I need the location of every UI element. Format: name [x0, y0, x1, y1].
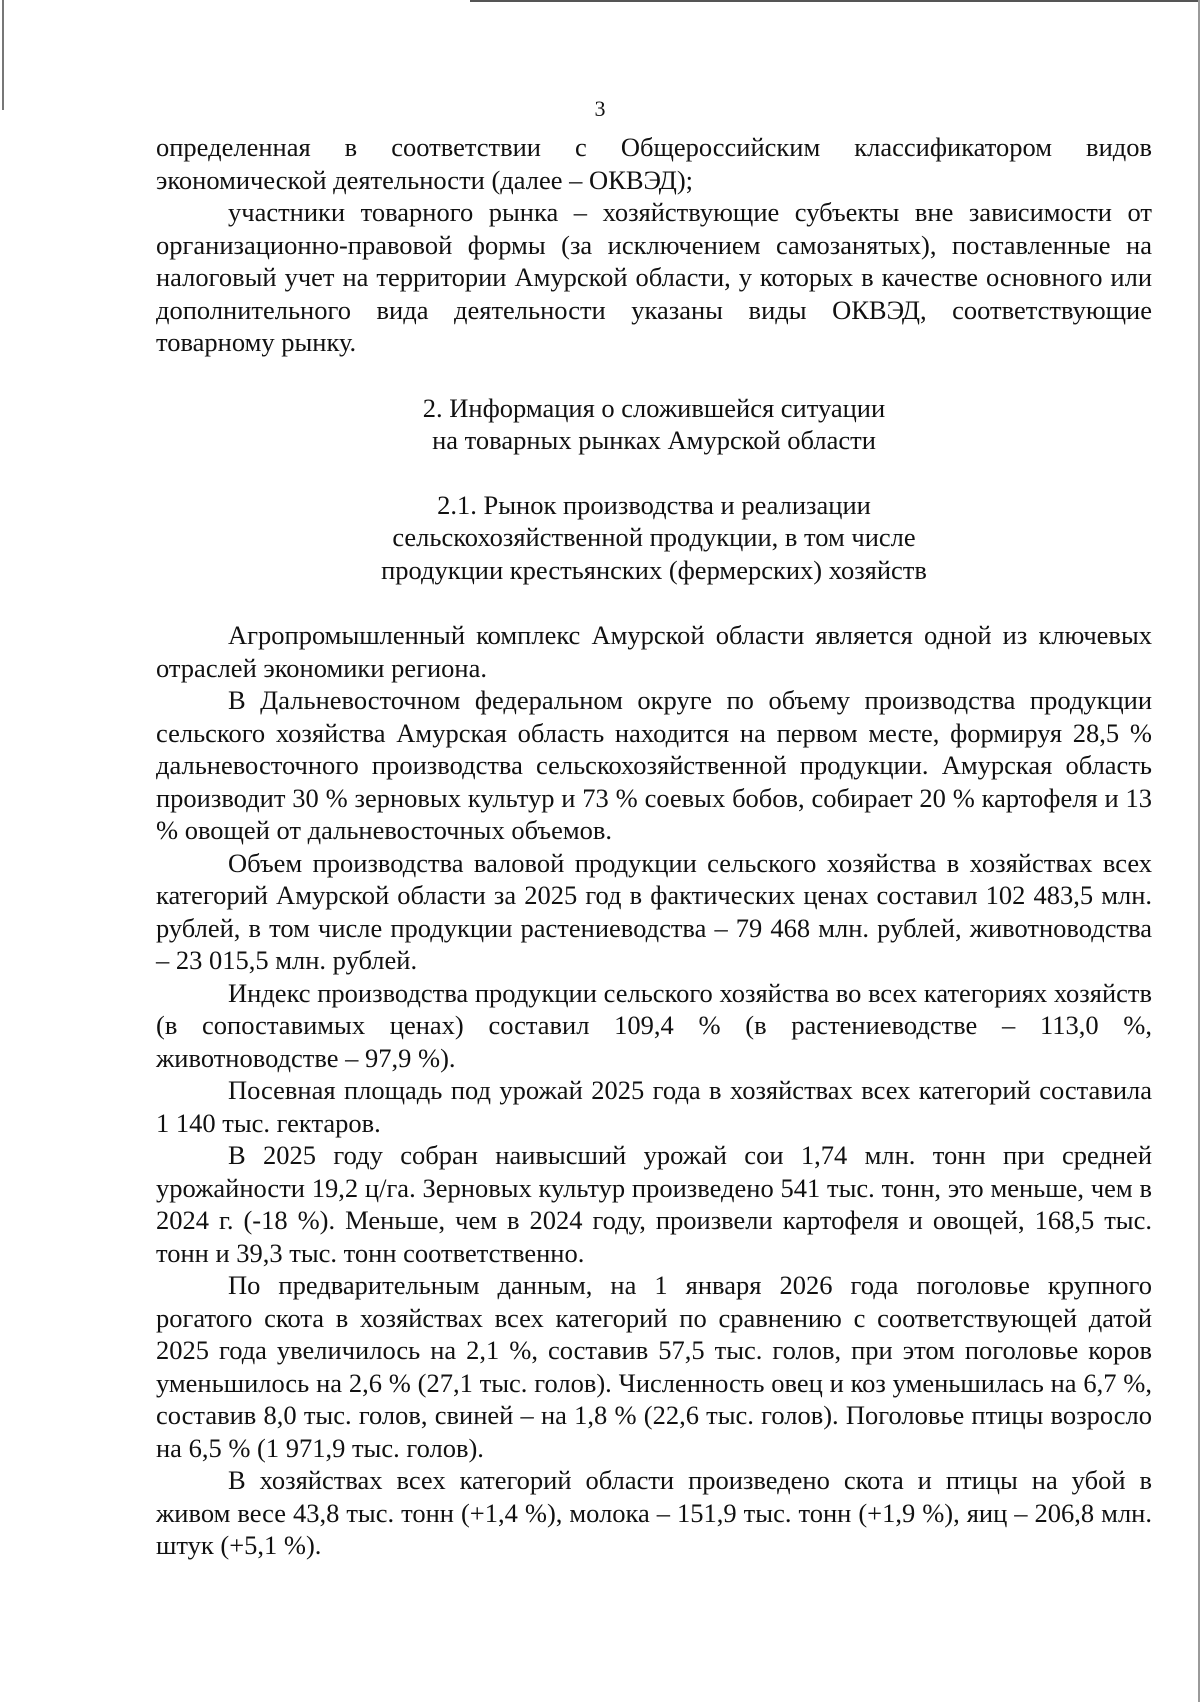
subsection-heading-line-3: продукции крестьянских (фермерских) хозяйств — [381, 554, 927, 585]
paragraph-production-index: Индекс производства продукции сельского хозяйства во всех категориях хозяйств (в сопоставимых ценах) составил 109,4 % (в растениеводстве – 113,0 %, животноводстве – 97,9 %). — [156, 977, 1152, 1073]
scan-edge-left — [2, 0, 4, 110]
subsection-heading-line-2: сельскохозяйственной продукции, в том числе — [392, 522, 916, 552]
section-heading — [156, 392, 1152, 457]
paragraph-far-east-share: В Дальневосточном федеральном округе по объему производства продукции сельского хозяйства Амурская область находится на первом месте, формируя 28,5 % дальневосточного производства сельскохозяйственной продукции. Амурская область производит 30 % зерновых культур и 73 % соевых бобов, собирает 20 % картофеля и 13 % овощей от дальневосточных объемов. — [156, 685, 1152, 845]
paragraph-gross-output: Объем производства валовой продукции сельского хозяйства в хозяйствах всех категорий Амурской области за 2025 год в фактических ценах составил 102 483,5 млн. рублей, в том числе продукции растениеводства – 79 468 млн. рублей, животноводства – 23 015,5 млн. рублей. — [156, 847, 1152, 975]
document-body — [156, 131, 1152, 1562]
subsection-heading-line-1: 2.1. Рынок производства и реализации — [437, 489, 871, 520]
subsection-heading — [156, 489, 1152, 587]
paragraph-okved-definition: определенная в соответствии с Общероссийским классификатором видов экономической деятельности (далее – ОКВЭД); — [156, 132, 1152, 195]
page-number: 3 — [594, 96, 606, 121]
paragraph-market-participants: участники товарного рынка – хозяйствующие субъекты вне зависимости от организационно-правовой формы (за исключением самозанятых), поставленные на налоговый учет на территории Амурской области, у которых в качестве основного или дополнительного вида деятельности указаны виды ОКВЭД, соответствующие товарному рынку. — [156, 197, 1152, 357]
paragraph-agro-complex: Агропромышленный комплекс Амурской области является одной из ключевых отраслей экономики региона. — [156, 620, 1152, 683]
paragraph-harvest: В 2025 году собран наивысший урожай сои 1,74 млн. тонн при средней урожайности 19,2 ц/га. Зерновых культур произведено 541 тыс. тонн, это меньше, чем в 2024 г. (-18 %). Меньше, чем в 2024 году, произвели картофеля и овощей, 168,5 тыс. тонн и 39,3 тыс. тонн соответственно. — [156, 1140, 1152, 1268]
paragraph-slaughter-milk-eggs: В хозяйствах всех категорий области произведено скота и птицы на убой в живом весе 43,8 тыс. тонн (+1,4 %), молока – 151,9 тыс. тонн (+1,9 %), яиц – 206,8 млн. штук (+5,1 %). — [156, 1465, 1152, 1560]
section-heading-line-2: на товарных рынках Амурской области — [432, 425, 876, 455]
section-heading-line-1: 2. Информация о сложившейся ситуации — [422, 392, 886, 423]
scan-edge-top — [470, 0, 1200, 2]
paragraph-sown-area: Посевная площадь под урожай 2025 года в хозяйствах всех категорий составила 1 140 тыс. гектаров. — [156, 1075, 1152, 1138]
paragraph-livestock: По предварительным данным, на 1 января 2026 года поголовье крупного рогатого скота в хозяйствах всех категорий по сравнению с соответствующей датой 2025 года увеличилось на 2,1 %, составив 57,5 тыс. голов, при этом поголовье коров уменьшилось на 2,6 % (27,1 тыс. голов). Численность овец и коз уменьшилась на 6,7 %, составив 8,0 тыс. голов, свиней – на 1,8 % (22,6 тыс. голов). Поголовье птицы возросло на 6,5 % (1 971,9 тыс. голов). — [156, 1270, 1152, 1463]
